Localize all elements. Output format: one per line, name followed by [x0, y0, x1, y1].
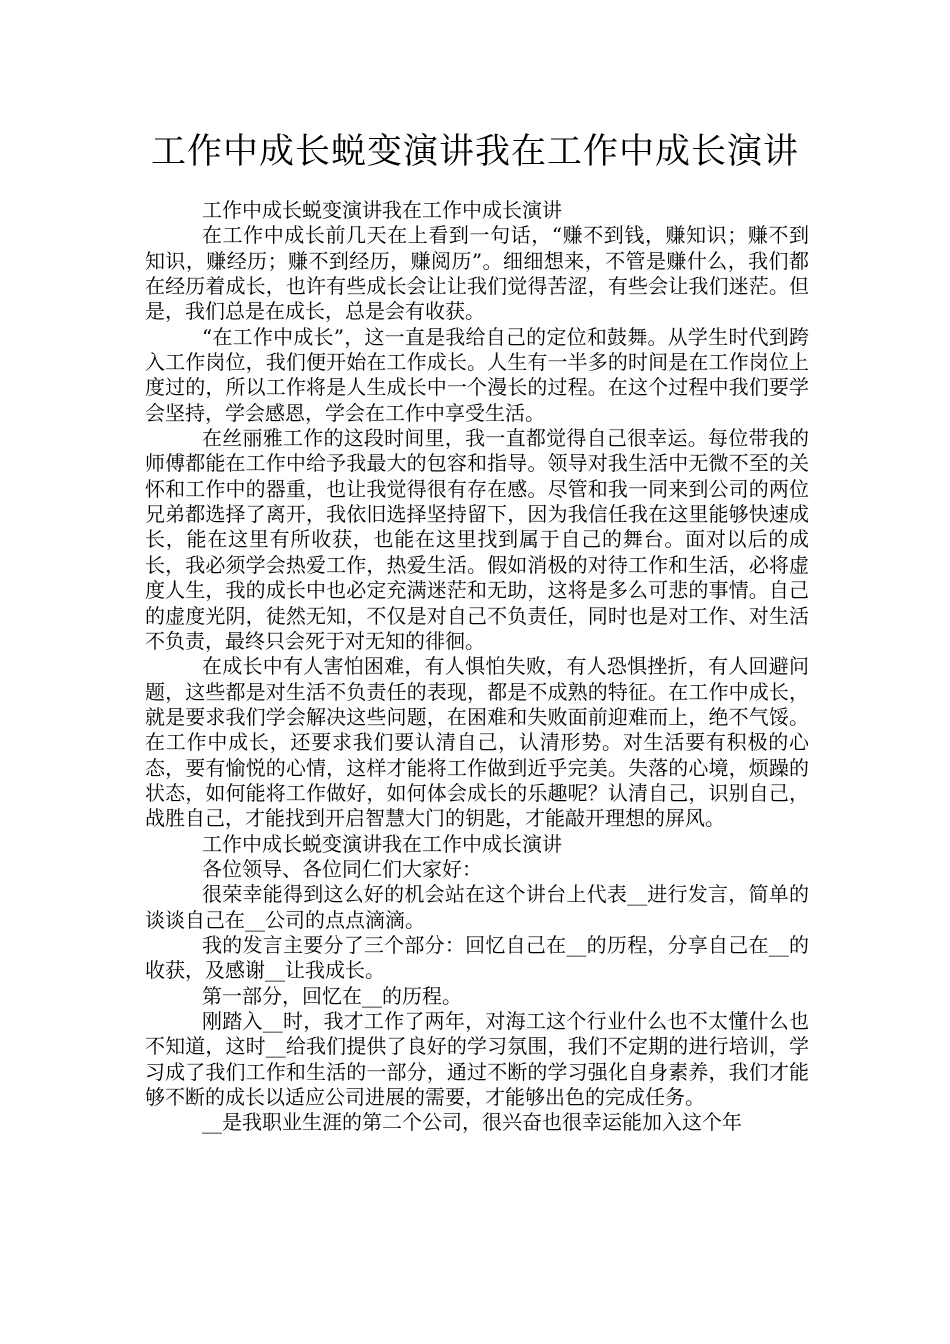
paragraph: 刚踏入__时，我才工作了两年，对海工这个行业什么也不太懂什么也不知道，这时__给我们提供了良好的学习氛围，我们不定期的进行培训，学习成了我们工作和生活的一部分，通过不断的学习强化自身素养，我们才能够不断的成长以适应公司进展的需要，才能够出色的完成任务。: [145, 1009, 809, 1110]
paragraph: 在成长中有人害怕困难，有人惧怕失败，有人恐惧挫折，有人回避问题，这些都是对生活不负责任的表现，都是不成熟的特征。在工作中成长，就是要求我们学会解决这些问题，在困难和失败面前迎难而上，绝不气馁。在工作中成长，还要求我们要认清自己，认清形势。对生活要有积极的心态，要有愉悦的心情，这样才能将工作做到近乎完美。失落的心境，烦躁的状态，如何能将工作做好，如何体会成长的乐趣呢？认清自己，识别自己，战胜自己，才能找到开启智慧大门的钥匙，才能敲开理想的屏风。: [145, 654, 809, 831]
paragraph: 在丝丽雅工作的这段时间里，我一直都觉得自己很幸运。每位带我的师傅都能在工作中给予我最大的包容和指导。领导对我生活中无微不至的关怀和工作中的器重，也让我觉得很有存在感。尽管和我一同来到公司的两位兄弟都选择了离开，我依旧选择坚持留下，因为我信任我在这里能够快速成长，能在这里有所收获，也能在这里找到属于自己的舞台。面对以后的成长，我必须学会热爱工作，热爱生活。假如消极的对待工作和生活，必将虚度人生，我的成长中也必定充满迷茫和无助，这将是多么可悲的事情。自己的虚度光阴，徒然无知，不仅是对自己不负责任，同时也是对工作、对生活不负责，最终只会死于对无知的徘徊。: [145, 426, 809, 653]
paragraph: __是我职业生涯的第二个公司，很兴奋也很幸运能加入这个年: [202, 1110, 742, 1135]
paragraph: 很荣幸能得到这么好的机会站在这个讲台上代表__进行发言，简单的谈谈自己在__公司的点点滴滴。: [145, 882, 809, 932]
paragraph: 第一部分，回忆在__的历程。: [202, 983, 462, 1008]
paragraph: 在工作中成长前几天在上看到一句话，“赚不到钱，赚知识；赚不到知识，赚经历；赚不到经历，赚阅历”。细细想来，不管是赚什么，我们都在经历着成长，也许有些成长会让让我们觉得苦涩，有些会让我们迷茫。但是，我们总是在成长，总是会有收获。: [145, 223, 809, 324]
document-title: 工作中成长蜕变演讲我在工作中成长演讲: [150, 132, 799, 172]
paragraph: 我的发言主要分了三个部分：回忆自己在__的历程，分享自己在__的收获，及感谢__让我成长。: [145, 932, 809, 983]
document-body: [145, 198, 809, 1136]
paragraph: 各位领导、各位同仁们大家好：: [202, 856, 482, 881]
paragraph: “在工作中成长”，这一直是我给自己的定位和鼓舞。从学生时代到跨入工作岗位，我们便开始在工作成长。人生有一半多的时间是在工作岗位上度过的，所以工作将是人生成长中一个漫长的过程。在这个过程中我们要学会坚持，学会感恩，学会在工作中享受生活。: [145, 324, 809, 425]
paragraph: 工作中成长蜕变演讲我在工作中成长演讲: [202, 198, 562, 222]
paragraph: 工作中成长蜕变演讲我在工作中成长演讲: [202, 831, 562, 856]
